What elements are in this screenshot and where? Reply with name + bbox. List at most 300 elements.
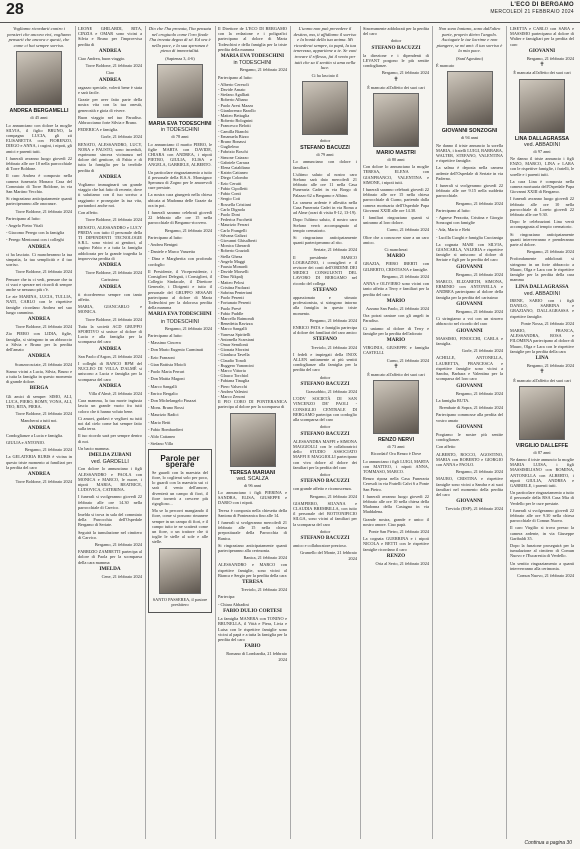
notice-text: Un bacio mamma. — [78, 445, 110, 451]
mourner-line: - Fabio Conti — [218, 191, 241, 197]
notice-text: Si ringraziano anticipatamente quanti parteciperanno alle onoranze. — [6, 196, 72, 207]
notice-text: ti ricorderemo sempre con tanto affetto. — [78, 291, 142, 302]
mourner-line: - Gianluca Tavella — [218, 352, 250, 358]
notice-place-date: Cene, 21 febbraio 2024 — [101, 574, 142, 580]
deceased-age: di 97 anni — [533, 148, 551, 154]
notice-text: Siamo vicini a Lucia, Silvia, Bruno e a tutta la famiglia in questo momento di grande dolore. — [6, 368, 72, 385]
notice-place-date: Scanzorosciate, 21 febbraio 2024 — [14, 361, 72, 367]
notice-text: MARIO, FRANCA, ALESSANDRA, ROSA e FILOMENA partecipano al dolore di Mauro, Olga e Lara con le rispettive famiglie per la perdita della cara — [510, 327, 574, 354]
column-2 — [78, 26, 142, 581]
notice-text: FEDERICA e famiglia. — [78, 127, 119, 133]
mourner-line: - Fabrizio Boschi — [218, 149, 248, 155]
deceased-age: di 73 anni — [387, 444, 405, 450]
mourner-line: - Gian Battista Moioli — [148, 361, 186, 367]
mourner-line: - Gianlorenzo Barollo — [218, 107, 256, 113]
deceased-name: GIOVANNI SONZOGNI — [441, 128, 498, 135]
notice-text: Ci ha lasciato il — [311, 72, 339, 78]
notice-text: La cognata GUERRINA e i nipoti NICOLA e BETTI con le rispettive famiglie ricordano il caro — [363, 536, 429, 552]
mourner-line: - Paolo Aresi Mazza — [218, 102, 253, 108]
notice-name: LINA DALLAGRASSA — [515, 283, 569, 290]
notice-text: Cara mamma, la tua morte ingiusta lascia un grande vuoto fra tutti coloro che ti hanno voluto bene. — [78, 398, 142, 414]
notice-text: I funerali si svolgeranno giovedì 22 febbraio alle ore 9.15 nella suddetta parrocchiale. — [436, 183, 503, 199]
notice-name: MARIO — [386, 253, 406, 260]
notice-text: VIRGINIA, GIUSEPPE e famiglia CASTELLI. — [363, 345, 429, 356]
mourner-line: - Marco Sangalli — [148, 383, 177, 389]
notice-place-date: Torre Boldone, 21 febbraio 2024 — [15, 324, 72, 330]
column-divider — [215, 26, 216, 839]
notice-text: Ne danno il triste annuncio la sorella MARIA, i fratelli LUIGI, BARBARA, WALTER, STEFANO, VALENTINA e rispettive famiglie. — [436, 142, 503, 164]
notice-text: ALBERTO, ROCCO, AGOSTINO, MARIA con ROBERTO e GIORGIO con ANNA e PAOLO. — [436, 451, 503, 467]
notice-text: Teresa è composta nella chiesetta della Santona di Ponteranica fino alle 14. — [218, 507, 287, 518]
notice-text: I funerali si svolgeranno giovedì 22 febbraio alle ore 14.30 nella parrocchiale di Carvico. — [78, 494, 142, 510]
mourner-line: - Marco Zenoni — [218, 394, 245, 400]
notice-place-date: Bergamo, 21 febbraio 2024 — [309, 493, 357, 499]
column-4 — [218, 26, 287, 664]
notice-text: amico e collaboratore prezioso. — [293, 543, 347, 549]
mourner-line: - Perego Mentoraut con i colleghi — [6, 237, 64, 243]
notice-text: Il presidente MARCO LOGRAZINO, i consiglieri e il revisore dei conti dell'ORDINE DEI MEDICI CONSULENTI DEL LAVORO DI BERGAMO nel ricordo del collega — [293, 254, 357, 286]
mourner-line: - Paolo Prevè — [218, 305, 242, 311]
notice-text: IRENE, SARIO con i figli DANILO, SABRINA e GRAZIANO, DALLAGRASSA e rispettive famiglie. — [510, 297, 574, 319]
notice-text: Dopo l'ultimo saluto, il nostro caro Stefano verrà accompagnato al tempio crematorio. — [293, 217, 357, 233]
deceased-name: TERESA MARIANI — [229, 469, 276, 476]
notice-text: La camera ardente è allestita nella Casa Funeraria Cadei in via Roma a ad Alme (orari di visita 8-12, 13-19). — [293, 199, 357, 216]
mourner-line: - Aldo Cattaneo — [148, 433, 176, 439]
mourner-line: - Federica Facchetti — [218, 217, 253, 223]
notice-text: ALESSANDRA MAFFI e SIMONA MAGGIOLLI con le collaboratrici dello STUDIO ASSOCIATO MAFFI E MAGGIOLLI partecipano con viva dolore al dolore dei familiari per la perdita del caro — [293, 438, 357, 470]
mourner-line: - Carlo Dignola — [218, 206, 245, 212]
mourner-line: - Diego Colombo — [218, 175, 249, 181]
notice-text: Partecipano al lutto: — [436, 207, 471, 213]
mourner-line: - Vanessa Spiritelli — [218, 331, 251, 337]
notice-text: Lo annunciano il marito PIERO, le figlie MARTA con DAVIDE, CHIARA con ANDREA, i nipoti PIETRO, GIULIA, ELISA e ANGELA, GABRIELE, ALBERTO. — [148, 141, 212, 168]
notice-place-date: Treviolo, 21 febbraio 2024 — [240, 587, 287, 593]
notice-text: La GELATERIA RUBIS è vicina in questo triste momento ai familiari per la perdita del caro — [6, 454, 72, 470]
notice-text: Partecipano al lutto: — [218, 74, 253, 80]
notice-text: Sinceramente addolorati per la perdita del caro — [363, 26, 429, 37]
mourner-line: - Matteo Pelosi — [218, 279, 245, 285]
mourner-line: - Daniele e Marco Vanzetta — [148, 249, 195, 255]
portrait-photo — [373, 93, 419, 147]
deceased-name: VIRGILIO DALLEFFE — [515, 442, 569, 449]
notice-text: Carissimo — [101, 277, 119, 283]
notice-place-date: Torre Boldone, 21 febbraio 2024 — [85, 316, 142, 322]
words-of-hope-title: Parole per sperare — [160, 454, 200, 469]
notice-name: FABIO — [244, 643, 261, 650]
notice-text: La famiglia MANERA con TONINO e BRUNELLA, il Vittà e Piera, Livia e Luisa con le rispettive famiglie sono vicini al papà e a tutta la famiglia per la perdita del caro — [218, 616, 287, 642]
notice-name: GIOVANNI — [528, 47, 556, 54]
portrait-photo — [447, 71, 493, 125]
notice-place-date: Bergamo, 21 febbraio 2024 — [94, 542, 142, 548]
notice-name: GIOVANNI — [456, 263, 483, 270]
column-3 — [148, 26, 212, 616]
mourner-line: - Rossella Cristiani — [218, 201, 251, 207]
notice-text: La nostra cara giungerà nella chiesa ubicata ai Madonna delle Grazie da ora in poi. — [148, 192, 212, 208]
mourner-line: - Fortunato Pesenti — [218, 300, 251, 306]
portrait-photo — [373, 380, 419, 434]
notice-text: ACHILLE, ANTONELLA, LAURETTA, FRANCESCA e rispettive famiglie sono vicini a Sandra, Barbara e Valentina per la scomparsa del loro caro — [436, 355, 503, 382]
column-6 — [363, 26, 429, 568]
notice-place-date: Torre Boldone, 21 febbraio 2024 — [15, 269, 72, 275]
notice-name: ANDREA — [98, 382, 122, 389]
notice-text: MARIA, GIANCARLO e MONICA. — [78, 304, 142, 315]
notice-place-date: Bergamo, 21 febbraio 2024 — [455, 271, 503, 277]
notice-text: Se guardi con la maestria del fiore, lo coglierai solo per poco, lo guardi con la maestria sui ci sarà il vento dell'amore, diventerà un campo di fiori, il fiore tornerà a crescere più rigoglioso... — [152, 469, 208, 506]
notice-text: Ne danno il triste annuncio i figli ENZO, MARCO, LINA e LARA con le rispettive famiglie, i fratelli, le sorelle e i parenti tutti. — [510, 156, 574, 177]
notice-text: Renzo riposa nella Casa Funeraria Ceresoli in via Fratelli Calvi 6 a Ponte San Pietro. — [363, 476, 429, 492]
column-divider — [145, 26, 146, 839]
notice-text: È mancato all'affetto dei suoi cari — [367, 84, 425, 90]
notice-text: Ora potrai cantare con gli angeli in Paradiso. — [363, 313, 429, 324]
cross-icon: ✝ — [539, 369, 545, 376]
notice-place-date: Bergamo, 21 febbraio 2024 — [24, 447, 72, 453]
notice-name: STEFANO BACUZZI — [300, 478, 350, 485]
notice-text: La famiglia RUTA. — [436, 397, 470, 403]
memorial-quote: Non sono lontano, sono dall'altro parte, proprio dietro l'angolo. Asciugate le tue lacrime e non piangere, se mi ami: il tuo sorriso è la mia pace. — [436, 26, 503, 54]
notice-text: Le zie MARINA, LUCIA, TULLIA, NATI, CARLO con le rispettive famiglie ricordano Andrea nel suo lungo cammino. — [6, 294, 72, 315]
notice-title: dottor — [319, 528, 331, 534]
notice-name: STEFANO BACUZZI — [371, 44, 421, 51]
deceased-name-suffix: ved. SCALZA — [236, 475, 269, 482]
notice-text: ci ha lasciato. Ci mancheranno la tua simpatia, la tua semplicità e il tuo sorriso. — [6, 251, 72, 268]
notice-text: Ricordati! Ora Renzo è Dove — [370, 451, 422, 457]
mourner-line: - Carlo Frangelli — [218, 227, 247, 233]
mourner-line: - Benedetta Ravizza — [218, 321, 253, 327]
column-divider — [75, 26, 76, 839]
notice-text: La salma è deposta nella camera ardente dell'Ospedale di Seriate in via Paderno. — [436, 165, 503, 181]
notice-text: Mancherai a tutti noi. — [20, 418, 58, 424]
notice-text: ENRICO PATA e famiglia partecipa al dolore dei familiari del caro amico — [293, 325, 357, 336]
column-5 — [293, 26, 357, 563]
notice-text: I funerali avranno luogo giovedì 22 febbraio alle ore 10 nella parrocchiale di Torre Boldone. — [6, 155, 72, 172]
notice-name: STEFANO BACUZZI — [300, 534, 350, 541]
mourner-line: - Don Mattia Magoni — [148, 376, 185, 382]
publication-name: L'ECO DI BERGAMO — [510, 2, 574, 8]
notice-place-date: Ponte Nossa, 21 febbraio 2024 — [521, 320, 574, 326]
notice-text: ALESSANDRO e MARCO con rispettive famiglie, sono vicini al Bianca e Sergio per la perdita della cara — [218, 562, 287, 578]
notice-place-date: Bergamo, 21 febbraio 2024 — [526, 56, 574, 62]
deceased-name-suffix: ved. ABBADINI — [524, 141, 560, 148]
notice-name: ANDREA — [27, 424, 51, 431]
notice-name: ANDREA — [27, 316, 51, 323]
mourner-line: - Marcello Raimondi — [218, 315, 255, 321]
mourner-line: - Omar Semilonti — [218, 341, 249, 347]
notice-name: IMELDA ZUBANI — [88, 452, 132, 459]
notice-text: L'ODV SOCIETÀ DI SAN VINCENZO DE' PAOLI - CONSIGLIO CENTRALE DI BERGAMO partecipa con cordoglio alla scomparsa del caro — [293, 396, 357, 423]
deceased-age: di 79 anni — [316, 152, 334, 158]
notice-text: la direzione e i dipendenti di LEVANT porgono le più sentite condoglianze. — [363, 52, 429, 69]
notice-text: Ci mancherai — [384, 247, 408, 253]
notice-title: dottor — [319, 374, 331, 380]
mourner-line: - Gabriele Carrara — [218, 159, 250, 165]
mourner-line: - Sabrina Penteriani — [218, 289, 253, 295]
notice-text: Partecipano commosse alla perdita del vostro amato — [436, 412, 503, 423]
portrait-photo — [519, 386, 565, 440]
notice-text: Profondamente addolorati si stringono in un forte abbraccio a Mauro, Olga e Lara con le rispettive famiglie per la perdita della cara mamma — [510, 256, 574, 283]
mourner-line: - Francesco Belotti — [218, 123, 251, 129]
notice-text: Con dolore lo annunciano i figli ALESSANDRO e PAOLA con MONICA e MARCO, le nuore, i nipoti MARIA, BEATRICE, LUDOVICA, CATERINA. — [78, 466, 142, 493]
notice-name: TERESA — [242, 579, 263, 586]
mourner-line: - Don Michelangelo Finazzi — [148, 397, 197, 403]
notice-text: Seguirà la tumulazione nel cimitero di Carvico. — [78, 529, 142, 540]
notice-text: GRAZIA, PIERO IBERTI con GILBERTO, CRISTIANA e famiglie. — [363, 261, 429, 272]
portrait-photo — [519, 79, 565, 133]
notice-text: Partecipano al lutto: — [6, 215, 41, 221]
notice-name-suffix: in TODESCHINI — [160, 318, 200, 325]
mourner-line: - Ezio Franzoni — [148, 354, 175, 360]
mourner-line: - Fabio Bombardieri — [148, 426, 184, 432]
notice-text: Buon viaggio nel tuo Paradiso. Abbracciamo forte Silvia e Bruno. — [78, 114, 142, 126]
column-7 — [436, 26, 503, 514]
notice-text: Partecipa: — [218, 594, 236, 600]
notice-text: I funerali saranno celebrati giovedì 22 febbraio alle ore 15 nella parrocchiale di Bergamo-ricovero. — [148, 210, 212, 226]
mourner-line: - Fabio Puddle — [218, 310, 244, 316]
notice-text: Porgiamo le nostre più sentite condoglianze. — [436, 431, 503, 443]
notice-place-date: Bergamo, 21 febbraio 2024 — [164, 227, 212, 233]
notice-text: Si ringraziano anticipatamente quanti interverranno e prenderanno parte al dolore. — [510, 231, 574, 248]
notice-text: Lo annunciano i figli PIERINA e SANDRA, ELISA, GIUSEPPE e DARIO con i nipoti. — [218, 490, 287, 506]
notice-text: Tutta la società ACD GRUPPO SPORTIVO si unisce al dolore di Lucia e alla famiglia per la scomparsa del caro — [78, 323, 142, 345]
mourners-list — [218, 82, 287, 399]
mourner-line: - Marco Vittoria — [218, 368, 246, 373]
notice-text: Imelda si trova in sala del commiato della Parrocchia dell'Ospedale Bergamo di Seriate. — [78, 512, 142, 528]
mourner-line: - Silvana Galizzi — [218, 232, 247, 238]
notice-text: Un sentito ringraziamento a quanti interverranno alla cerimonia. — [510, 560, 574, 571]
notice-text: Partecipano al lutto: — [148, 234, 183, 240]
mourner-line: - Monica Gherardi — [218, 243, 250, 249]
notice-name: ANDREA — [27, 470, 51, 477]
image-caption: SANTO PASSEREA, il pastore presbitero — [152, 596, 208, 607]
column-divider — [290, 26, 291, 839]
notice-place-date: Bergamo, 21 febbraio 2024 — [526, 249, 574, 255]
deceased-age: di 80 anni — [387, 157, 405, 163]
column-divider — [506, 26, 507, 839]
memorial-quote: L'uomo non può prevedere il destino, ma, ti affidiamo il sorriso e la bontà della tua anima. Mi ricorderai sempre, tu papà, la tua tenerezza, appartiene a te. Se vuoi trovare il riflesso, fai il vento per tutti che sa il sentito si ama nella luce. — [293, 26, 357, 71]
notice-text: Con affetto — [436, 444, 456, 450]
mourner-line: - Andrea Benigni — [148, 242, 178, 248]
notice-text: Lo annunciano con dolore i familiari. — [293, 159, 357, 170]
notice-text: I fedeli e impiegati della INOX ALLEN unitamente ai più sentiti condoglianze alla famiglia per la perdita del caro — [293, 351, 357, 373]
notice-text: Si ringraziano anticipatamente quanti parteciperanno al rito. — [293, 235, 357, 246]
notice-text: Ciao Andrea, buon viaggio. — [78, 56, 126, 62]
notice-name-suffix: ved. ABBADINI — [524, 290, 560, 297]
notice-name: ANDREA — [98, 173, 122, 180]
cross-icon: ✝ — [393, 363, 399, 370]
notice-text: L'ultimo saluto al nostro caro Stefano sarà dato mercoledì 21 febbraio alle ore 11 nella Casa Funeraria Cadei in via Borgo di Palazzo 62 a Bergamo e Albino. — [293, 171, 357, 198]
deceased-title: dottor — [319, 137, 331, 143]
deceased-age: di 78 anni — [171, 134, 189, 140]
notice-name: ANDREA — [98, 261, 122, 268]
notice-name: RENZO — [386, 552, 406, 559]
mourner-line: - Davide Amato — [218, 87, 246, 93]
words-of-hope-box — [148, 449, 212, 613]
notice-text: GIULIA e ANTONIO. — [6, 439, 45, 445]
mourner-line: - Maurizio Radici — [148, 412, 179, 418]
mourner-line: - Paolo Pesenti — [218, 295, 244, 301]
notice-text: Il caro Andrea è composto nella camera funeraria Monaco Casa del Commiato di Torre Boldone, in via San Martino Vecchio. — [6, 173, 72, 195]
notice-place-date: Comun Nuovo, 21 febbraio 2024 — [517, 573, 574, 579]
notice-name: MARIO — [386, 297, 406, 304]
column-1 — [6, 26, 72, 486]
notice-place-date: Grumello del Monte, 21 febbraio 2024 — [300, 550, 357, 561]
notice-text: I funerali si svolgeranno giovedì 22 febbraio alle ore 9.30 nella chiesa parrocchiale di Comun Nuovo. — [510, 507, 574, 524]
mourner-line: - Andrea Valesini — [218, 388, 248, 394]
notice-text: È mancato all'affetto dei suoi cari — [513, 377, 571, 383]
notice-text: Un particolare ringraziamento a tutto il personale della R.S.A. Monsignor Speranza di Zogno per le amorevoli cure prestate. — [148, 169, 212, 191]
notice-text: I funerali avranno luogo giovedì 22 febbraio alle ore 10 nella parrocchiale di Loreto giovedì 22 febbraio alle ore 9.30. — [510, 196, 574, 218]
notice-text: I familiari ringraziano quanti si uniranno al loro dolore. — [363, 215, 429, 226]
notice-text: Ci uniamo al dolore di Terry e famiglie per la perdita dell'adorato — [363, 325, 429, 336]
notice-text: Ma se la percorri mangiando il fiore, come si possono rimanere sempre in un campo di fiori, e il campo tutto te ne scatterà come un fiore, o un trattore che ti toglie le stelle al sole e alle stelle. — [152, 508, 208, 545]
mourner-line: - Elena Cataldiano — [218, 165, 250, 171]
mourner-line: - Fausta Monardi — [218, 263, 248, 269]
notice-name: ANDREA — [27, 353, 51, 360]
mourner-line: - Dino Nikpalj — [218, 274, 244, 280]
deceased-age: di 87 anni — [533, 449, 551, 455]
notice-text: Dopo le celebrazioni Lina verrà accompagnata al tempio crematorio. — [510, 219, 574, 230]
memorial-quote: Vogliamo ricordarti contro i pensieri che ancora vivi, vogliamo pensarti che ancora e questi, che come ci hai sempre sorriso. — [7, 26, 71, 48]
deceased-name-suffix: in TODESCHINI — [160, 127, 200, 134]
notice-place-date: Bergamo, 21 febbraio 2024 — [455, 469, 503, 475]
notice-place-date: Torre Boldone, 21 febbraio 2024 — [85, 217, 142, 223]
mourner-line: - Stefano Agalliati — [218, 92, 250, 98]
mourner-line: - Stella Gheza — [218, 253, 243, 259]
portrait-photo — [302, 81, 348, 135]
mourner-line: - Lucilla Cuoghi e famiglia Caccianiga — [436, 234, 503, 240]
notice-text: Un particolare ringraziamento a tutto il personale della RSA Casa Mia di Verdello per le cure prestate. — [510, 490, 574, 506]
notice-text: Il Direttore de L'ECO DI BERGAMO con la redazione e i poligrafici partecipano al dolore di Marta Todeschini e della famiglia per la triste perdita della mamma — [218, 26, 287, 52]
notice-name: ANDREA — [98, 47, 122, 54]
notice-place-date: Curno, 21 febbraio 2024 — [386, 357, 429, 363]
notice-name: STEFANO — [312, 286, 338, 293]
deceased-name: STEFANO BACUZZI — [300, 145, 350, 152]
notice-name: GIOVANNI — [456, 382, 483, 389]
notice-text: È mancato all'affetto dei suoi cari — [367, 371, 425, 377]
notice-name: MARIA EVA TODESCHINI — [148, 311, 212, 318]
notice-text: Vogliamo immaginarti un grande viaggio che hai fatto di recente, dove ti salutiamo con il tuo sorriso a raggiunto e proseguire la tua vita, portandoci anche noi. — [78, 182, 142, 208]
notice-name: IMELDA — [99, 565, 121, 572]
notice-text: Ciao — [105, 70, 115, 76]
notice-text: FABRIZIO ZAMBETTI partecipa al dolore di Paola per la scomparsa della cara mamma — [78, 549, 142, 565]
notice-text: MASSIMO, FINOCCHI, CARLA e famiglia. — [436, 335, 503, 347]
page-number: 28 — [6, 1, 24, 18]
notice-place-date: Torre Boldone, 21 febbraio 2024 — [85, 270, 142, 276]
notice-place-date: Azzano San Paolo, 21 febbraio 2024 — [365, 305, 429, 311]
mourner-line: - Fabiana Tinaglia — [218, 378, 250, 384]
notice-text: Zio PIERO con LIDIA, figlie, famiglia, si stringono in un abbraccio a Silvia e Bruno per la perdita dell'amato — [6, 331, 72, 353]
notice-place-date: Grassobbio, 21 febbraio 2024 — [305, 389, 357, 395]
notice-place-date: Curno, 21 febbraio 2024 — [386, 227, 429, 233]
page-header — [0, 0, 580, 23]
notice-text: I funerali saranno celebrati giovedì 22 febbraio alle ore 15 nella chiesa parrocchiale di Curno, partendo dalla camera mortuaria dell'Ospedale Papa Giovanni XXIII alle ore 14.30. — [363, 187, 429, 213]
notice-text: Con affetto. — [78, 210, 99, 216]
mourner-line: - Mario Betti — [148, 419, 171, 425]
portrait-photo — [230, 413, 276, 467]
deceased-age: di 45 anni — [30, 115, 48, 121]
column-8 — [510, 26, 574, 580]
notice-place-date: Torre Boldone, 21 febbraio 2024 — [85, 63, 142, 69]
column-divider — [360, 26, 361, 839]
deceased-age: di 96 anni — [243, 482, 262, 488]
notice-place-date: Bergamo, 21 febbraio 2024 — [381, 70, 429, 76]
notice-text: ragazzo speciale, volerti bene è stata e sarà facile. — [78, 84, 142, 96]
notice-place-date: Brembate di Sopra, 21 febbraio 2024 — [439, 405, 503, 411]
quote-reference: (Sapienza 3, 4-6) — [165, 55, 195, 61]
mourner-line: - Ezio Cerutti — [218, 180, 242, 186]
notice-text: Lo annunciano con dolore la moglie SILVIA, il figlio BRUNO, la compagna LUCIA, gli zii ELISABETTA con FIORENZO, DIEGO e ANNA, i cugini, i nipoti, gli amici e parenti tutti. — [6, 122, 72, 154]
notice-text: GIAMPIERO, SILVANA e CLAUDIA BREMBILLA, con tutto il personale del BOTTONIFICIO SILGA, sono vicini al familiari per la scomparsa del caro — [293, 500, 357, 527]
mourner-line: - Paolo Doni — [218, 211, 240, 217]
notice-text: Il PIO CORO DI PONTERANICA partecipa al dolore per la scomparsa di — [218, 399, 287, 410]
mourner-line: - Matteo Bettaglia — [218, 113, 250, 119]
notice-text: appassionato e stimato professionista, si stringono intorno alla famiglia in questo triste momento. — [293, 295, 357, 316]
notice-text: Lo annunciano i figli LUIGI, MARTA con MATTEO, i nipoti ANNA, TOMMASO, MARCO. — [363, 458, 429, 474]
notice-place-date: Torre Boldone, 21 febbraio 2024 — [15, 411, 72, 417]
notice-place-date: Gorle, 21 febbraio 2024 — [100, 134, 142, 140]
notice-text: Si ringraziano anticipatamente quanti parteciperanno alla cerimonia. — [218, 542, 287, 554]
notice-place-date: Treviolo (ESP), 21 febbraio 2024 — [445, 506, 503, 512]
notice-title: dottor — [319, 424, 331, 430]
notice-text: Ci amavi, guidavi e vegliavi su tutti noi dal cielo come hai sempre fatto sulla terra. — [78, 415, 142, 432]
cross-icon: ✝ — [393, 76, 399, 83]
saint-image — [159, 548, 201, 594]
mourner-line: - Piero Valsecchi — [218, 383, 248, 389]
notice-text: Il Presidente, il Vicepresidente, i Consiglieri Delegati, i Consiglieri, il Collegio Sindacale, il Direttore Generale, i Dirigenti e tutto il personale del GRUPPO SESAAB partecipano al dolore di Marta Todeschini per la dolorosa perdita della mamma — [148, 268, 212, 311]
notice-place-date: Gorle, 21 febbraio 2024 — [461, 348, 503, 354]
mourner-line: - Mons. Bruno Rossi — [148, 405, 184, 411]
notice-text: RENATO, ALESSANDRO e LUCY PREDA con tutto il personale della TI DIPENDENTI TECNOLOGIE S.R.L. sono vicini ai genitori, al cugino Fabio e a tutta la famiglia addolorata per la grande tragedia la improvvisa perdita di — [78, 224, 142, 261]
notice-text: RENATO, ALESSANDRO, LUCY, NORA e FAUSTO, sono increduli, esprimono sincera vicinanza nel dolore del genitore, di Fabio e di tutta la famiglia per la terribile perdita di — [78, 141, 142, 173]
notice-text: Condoglianze a Lucia e famiglia. — [6, 432, 64, 438]
notice-name: ANDREA — [98, 345, 122, 352]
deceased-name: LINA DALLAGRASSA — [514, 135, 570, 142]
deceased-name: MARIA EVA TODESCHINI — [148, 121, 212, 128]
quote-reference: (Sant'Agostino) — [455, 55, 484, 61]
notice-place-date: Bergamo, 21 febbraio 2024 — [455, 390, 503, 396]
mourner-line: - Ruggero Vanoncini — [218, 362, 254, 368]
mourner-line: - Simone Caiazzo — [218, 154, 249, 160]
notice-text: È mancato — [436, 63, 455, 69]
publication-masthead — [490, 2, 574, 15]
column-divider — [432, 26, 433, 839]
notice-place-date: Bergamo, 21 febbraio 2024 — [455, 309, 503, 315]
notice-name: GIOVANNI — [456, 498, 483, 505]
notice-text: I colleghi di BANCO BPM del NUCLEO DI VILLA D'ALMÈ si uniscono a Lucia e famiglia per la scomparsa del caro — [78, 360, 142, 382]
mourner-line: - Gionata Sforzini — [218, 347, 250, 353]
mourner-line: - Davide Morselli — [218, 269, 249, 275]
mourner-line: - Agnese Pezzotta, Cristina e Giorgio Sonzogni con famiglie — [436, 215, 503, 226]
mourner-line: - Claudio Tonoli — [218, 357, 247, 363]
notice-name: LINA — [535, 354, 549, 361]
mourner-line: - Antonella Scarsiani — [218, 336, 255, 342]
notice-place-date: Bergamo, 21 febbraio 2024 — [455, 200, 503, 206]
mourner-line: - Giacomo Perego con la famiglia — [6, 230, 65, 236]
notice-name: STEFANO — [312, 336, 338, 343]
notice-place-date: Bergamo, 21 febbraio 2024 — [309, 317, 357, 323]
notice-place-date: San Paolo d'Argon, 21 febbraio 2024 — [78, 353, 142, 359]
notice-text: Dopo la funzione proseguirà per la tumulazione al cimitero di Comun Nuovo e l'Eucarestia di Verdello. — [510, 543, 574, 559]
notice-text: Grazie per aver fatto parte della nostra vita con la tua onestà, generosità e gioia di vivere. — [78, 97, 142, 113]
mourner-line: - Dina e Margherita con profondo cordoglio — [148, 256, 212, 267]
notice-text: MARCO, ELIZABETH, SIMONA, ERMINIO con ANTONELLA e ANDREA partecipano al dolore della famiglia per la perdita del carissimo — [436, 279, 503, 300]
mourner-line: - Roberto Albano — [218, 97, 248, 103]
mourner-line: - Roberto Graziolì — [218, 248, 250, 254]
notice-name-suffix: in TODESCHINI — [233, 60, 272, 67]
notice-name: GIOVANNI — [456, 300, 483, 307]
notice-name: FABIO DULIO CORTESI — [223, 607, 282, 614]
notice-name: ANDREA — [27, 243, 51, 250]
notice-text: Grande nostra, grande e unico il nostro amore. Ciao papà. — [363, 516, 429, 527]
